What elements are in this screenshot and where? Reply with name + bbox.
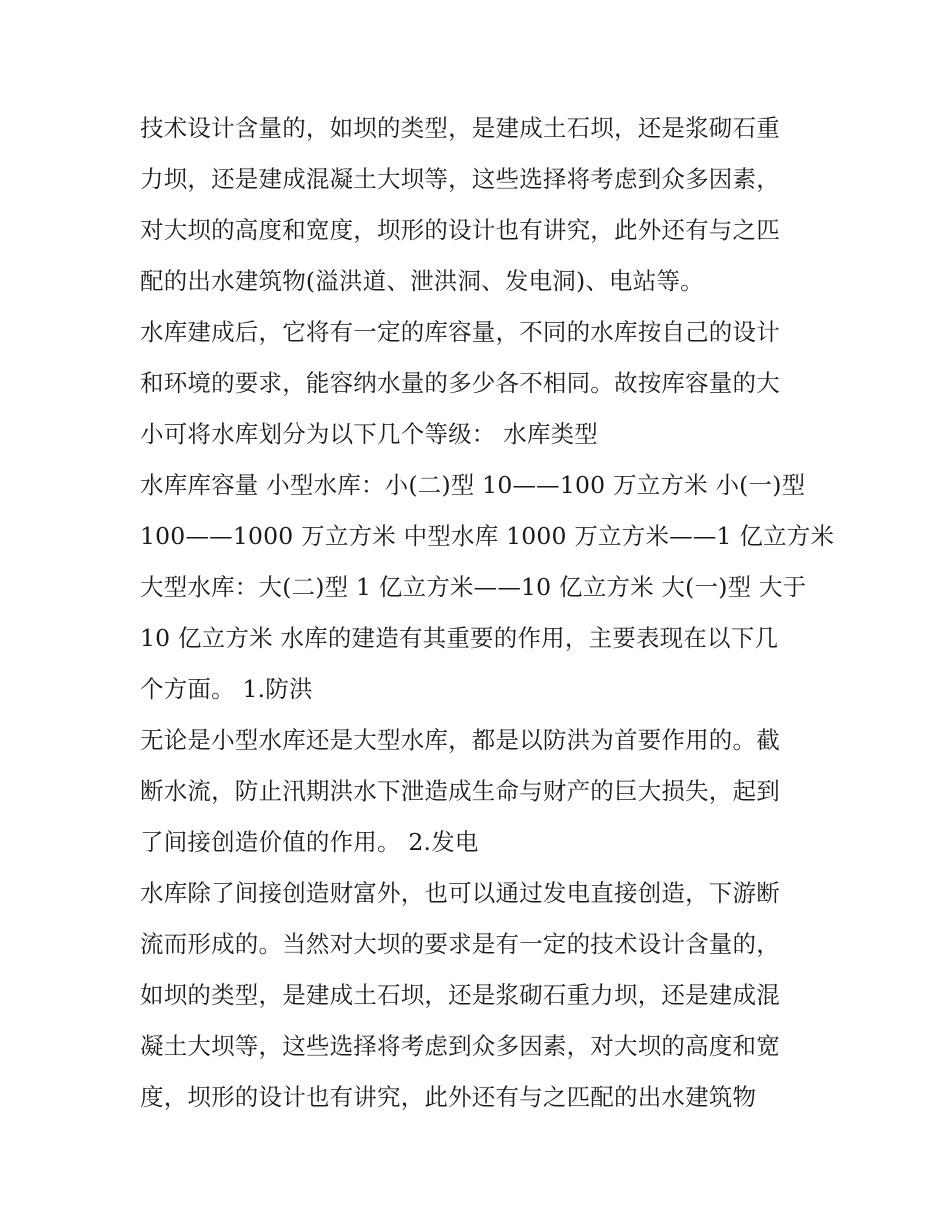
text-line: 断水流，防止汛期洪水下泄造成生命与财产的巨大损失，起到 [140, 777, 780, 805]
text-line: 力坝，还是建成混凝土大坝等，这些选择将考虑到众多因素， [140, 165, 780, 193]
text-line: 无论是小型水库还是大型水库，都是以防洪为首要作用的。截 [140, 726, 780, 754]
text-line: 凝土大坝等，这些选择将考虑到众多因素，对大坝的高度和宽 [140, 1032, 780, 1060]
text-line: 对大坝的高度和宽度，坝形的设计也有讲究，此外还有与之匹 [140, 216, 780, 244]
text-line: 大型水库：大(二)型 1 亿立方米——10 亿立方米 大(一)型 大于 [140, 573, 807, 601]
text-line: 水库建成后，它将有一定的库容量，不同的水库按自己的设计 [140, 318, 780, 346]
text-line: 小可将水库划分为以下几个等级： 水库类型 [140, 420, 598, 448]
document-body [140, 103, 835, 1123]
text-line: 10 亿立方米 水库的建造有其重要的作用，主要表现在以下几 [140, 624, 779, 652]
text-line: 了间接创造价值的作用。 2.发电 [140, 828, 479, 856]
text-line: 流而形成的。当然对大坝的要求是有一定的技术设计含量的， [140, 930, 780, 958]
text-line: 100——1000 万立方米 中型水库 1000 万立方米——1 亿立方米 [140, 522, 835, 550]
text-line: 配的出水建筑物(溢洪道、泄洪洞、发电洞)、电站等。 [140, 267, 704, 295]
text-line: 和环境的要求，能容纳水量的多少各不相同。故按库容量的大 [140, 369, 780, 397]
text-line: 度，坝形的设计也有讲究，此外还有与之匹配的出水建筑物 [140, 1083, 757, 1111]
text-line: 水库除了间接创造财富外，也可以通过发电直接创造，下游断 [140, 879, 780, 907]
text-line: 个方面。 1.防洪 [140, 675, 313, 703]
text-line: 技术设计含量的，如坝的类型，是建成土石坝，还是浆砌石重 [140, 114, 780, 142]
text-line: 如坝的类型，是建成土石坝，还是浆砌石重力坝，还是建成混 [140, 981, 780, 1009]
text-line: 水库库容量 小型水库：小(二)型 10——100 万立方米 小(一)型 [140, 471, 806, 499]
